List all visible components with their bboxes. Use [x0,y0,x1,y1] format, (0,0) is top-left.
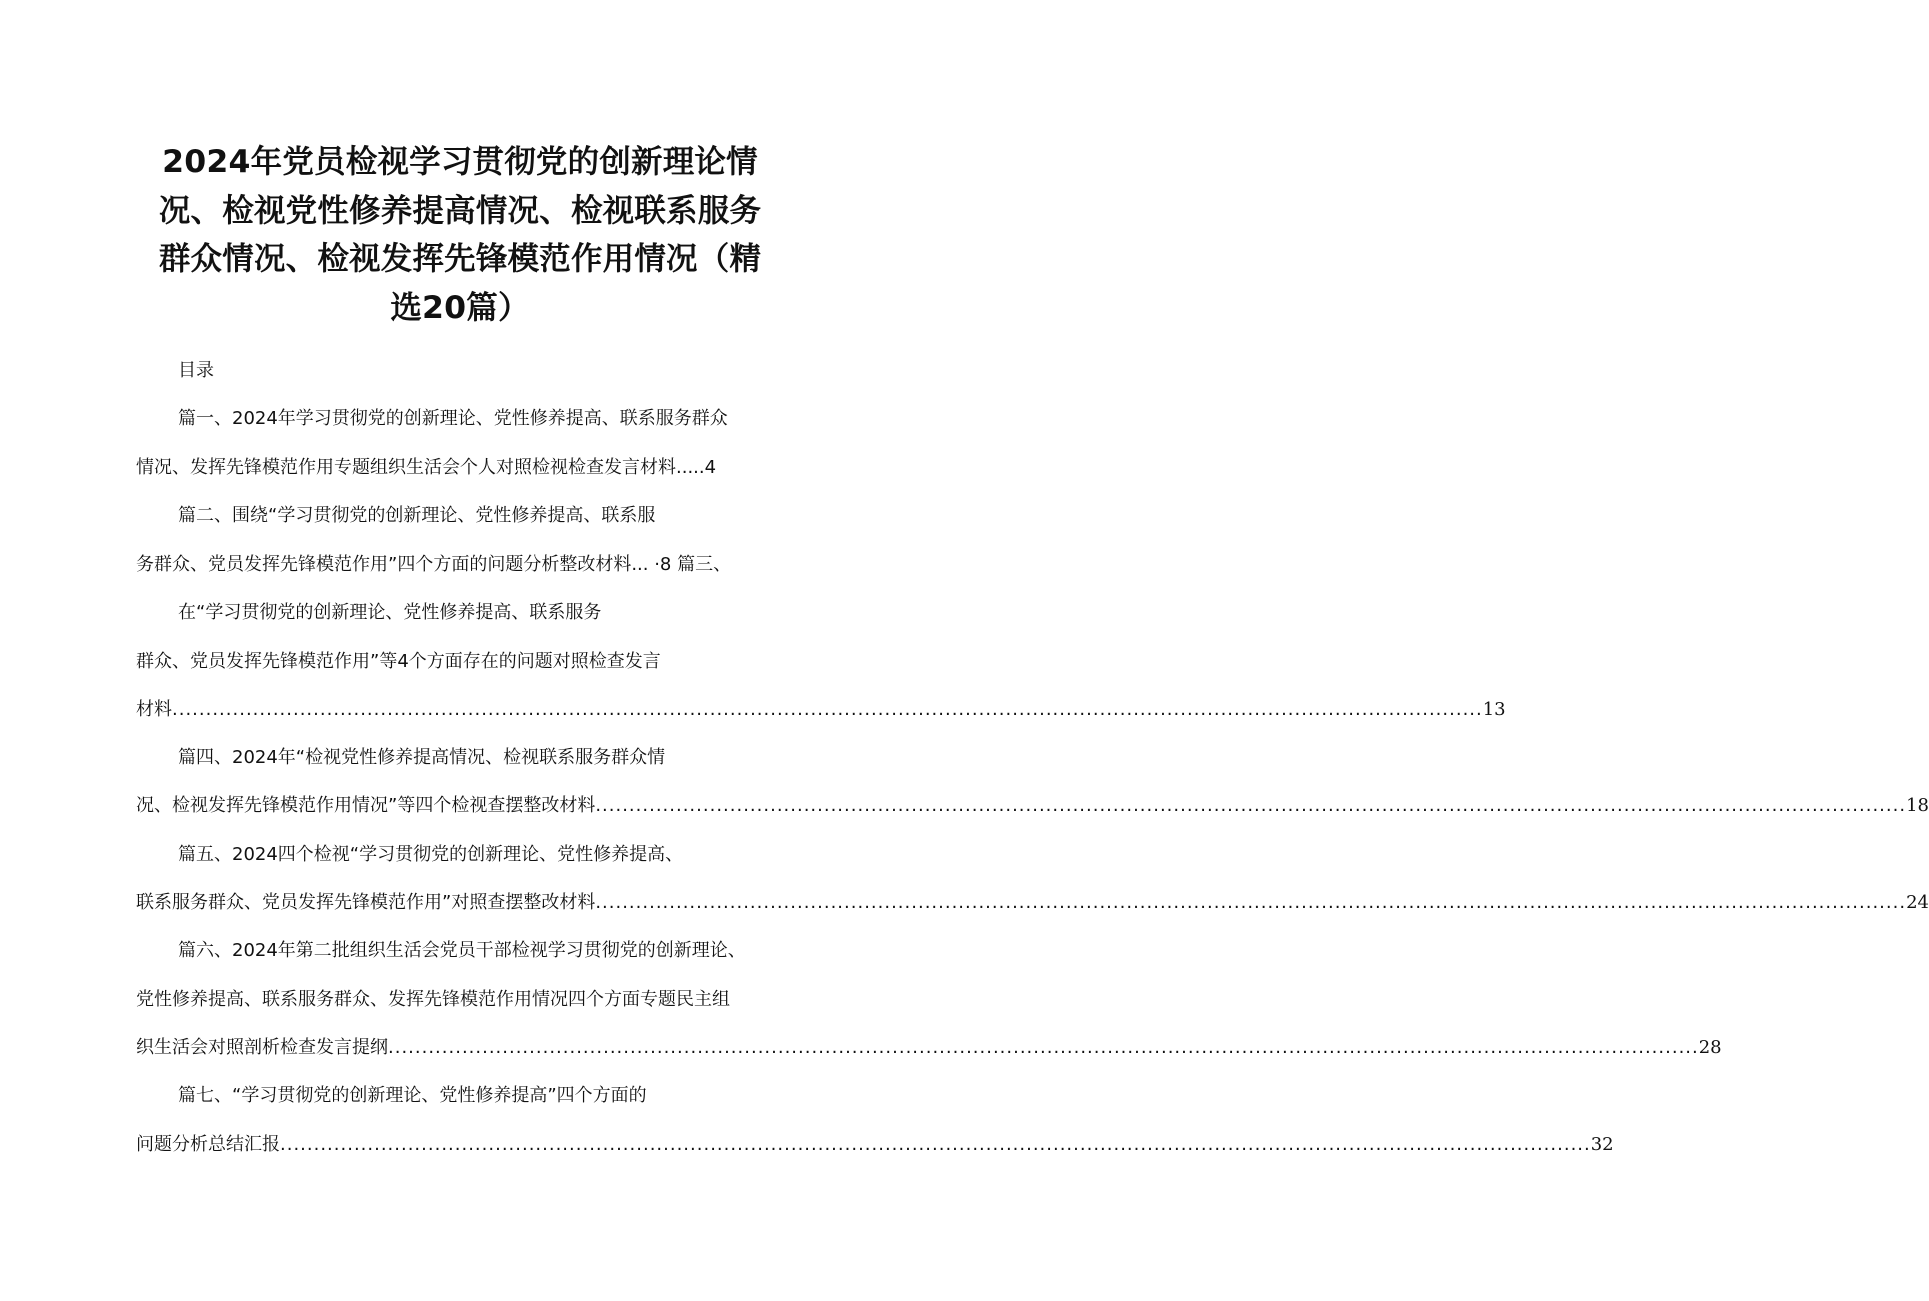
document-title [130,138,790,332]
toc-entry-6-line-2: 党性修养提高、联系服务群众、发挥先锋模范作用情况四个方面专题民主组 [136,989,730,1010]
toc-entry-5-line-2 [136,891,1929,915]
toc-entry-2-line-1: 篇二、围绕“学习贯彻党的创新理论、党性修养提高、联系服 [178,505,656,526]
toc-entry-3-line-1: 在“学习贯彻党的创新理论、党性修养提高、联系服务 [178,602,602,623]
leader-dots: ................................................................................................................................................................................................... [388,1037,1699,1058]
toc-label: 目录 [178,360,214,381]
toc-entry-text: 织生活会对照剖析检查发言提纲 [136,1037,388,1058]
page-number: 18 [1906,795,1929,816]
toc-entry-3-line-2: 群众、党员发挥先锋模范作用”等4个方面存在的问题对照检查发言 [136,651,661,672]
title-line: 2024年党员检视学习贯彻党的创新理论情 [162,144,758,180]
toc-entry-3-line-3 [136,698,1506,722]
title-line: 群众情况、检视发挥先锋模范作用情况（精 [158,241,762,277]
title-line: 况、检视党性修养提高情况、检视联系服务 [158,192,762,229]
toc-entry-5-line-1: 篇五、2024四个检视“学习贯彻党的创新理论、党性修养提高、 [178,844,684,865]
toc-entry-1-line-1: 篇一、2024年学习贯彻党的创新理论、党性修养提高、联系服务群众 [178,408,728,429]
toc-entry-1-line-2: 情况、发挥先锋模范作用专题组织生活会个人对照检视检查发言材料.....4 [136,457,717,478]
toc-entry-text: 况、检视发挥先锋模范作用情况”等四个检视查摆整改材料 [136,795,596,816]
toc-entry-4-line-1: 篇四、2024年“检视党性修养提高情况、检视联系服务群众情 [178,747,666,768]
toc-entry-6-line-3 [136,1036,1722,1060]
toc-entry-2-line-2: 务群众、党员发挥先锋模范作用”四个方面的问题分析整改材料... ·8 篇三、 [136,554,732,575]
title-line: 选20篇） [390,289,530,326]
toc-entry-7-line-2 [136,1133,1614,1157]
toc-entry-text: 联系服务群众、党员发挥先锋模范作用”对照查摆整改材料 [136,892,596,913]
page-number: 32 [1590,1134,1614,1155]
leader-dots: ................................................................................................................................................................................................... [280,1134,1591,1155]
toc-entry-text: 问题分析总结汇报 [136,1134,280,1155]
leader-dots: ................................................................................................................................................................................................... [595,795,1907,816]
toc-entry-text: 材料 [136,699,172,720]
page-number: 13 [1482,699,1506,720]
toc-entry-7-line-1: 篇七、“学习贯彻党的创新理论、党性修养提高”四个方面的 [178,1085,647,1106]
leader-dots: ................................................................................................................................................................................................... [595,892,1907,913]
toc-entry-4-line-2 [136,794,1929,818]
page-number: 28 [1698,1037,1722,1058]
page-number: 24 [1906,892,1929,913]
toc-entry-6-line-1: 篇六、2024年第二批组织生活会党员干部检视学习贯彻党的创新理论、 [178,940,746,961]
leader-dots: ................................................................................................................................................................................................... [172,699,1483,720]
